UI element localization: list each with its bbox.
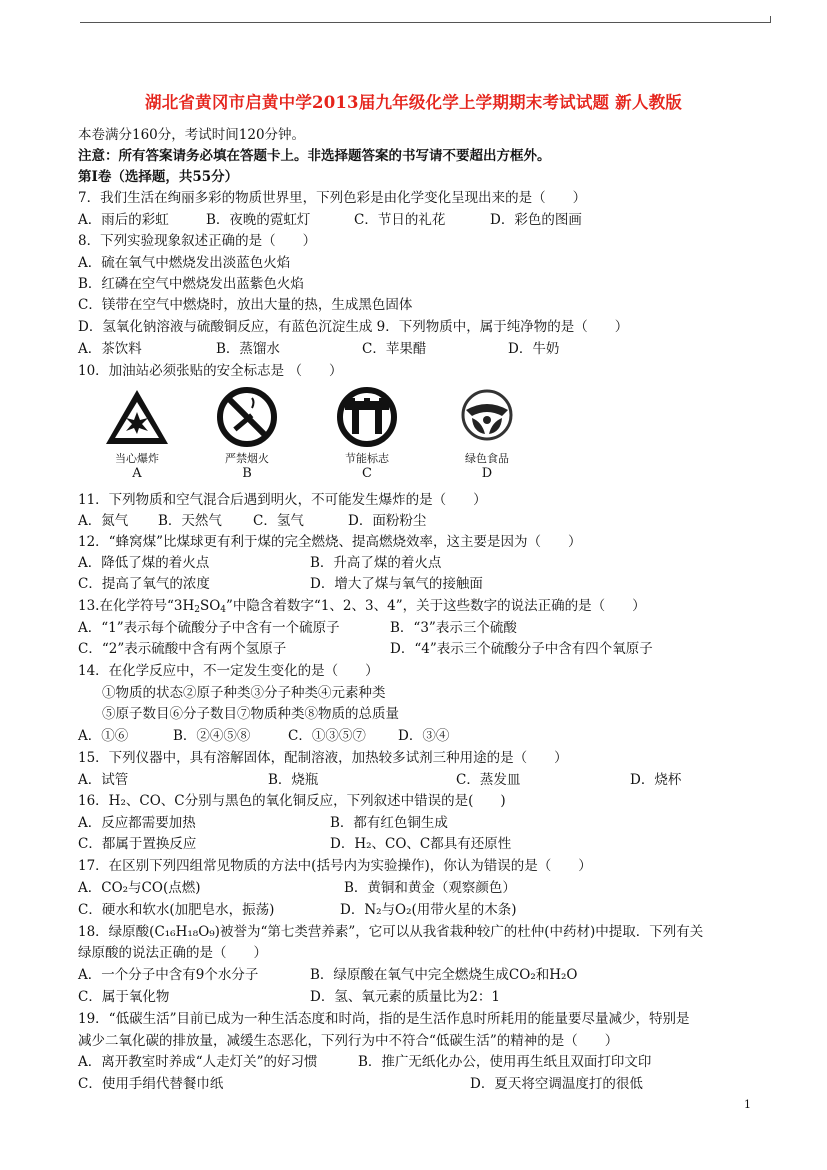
q16-option-b: B．都有红色铜生成 bbox=[330, 815, 448, 831]
q7-option-d: D．彩色的图画 bbox=[490, 212, 582, 228]
q12-option-c: C．提高了氧气的浓度 bbox=[78, 576, 210, 592]
q14-option-c: C．①③⑤⑦ bbox=[288, 728, 366, 744]
sign-c bbox=[322, 386, 412, 486]
q15-option-d: D．烧杯 bbox=[630, 772, 682, 788]
q15-option-a: A．试管 bbox=[78, 772, 129, 788]
q18-option-a: A．一个分子中含有9个水分子 bbox=[78, 967, 259, 983]
q16-stem: 16．H₂、CO、C分别与黑色的氧化铜反应，下列叙述中错误的是( ) bbox=[78, 793, 506, 809]
q8-option-d-q9-stem: D．氢氧化钠溶液与硫酸铜反应，有蓝色沉淀生成 9．下列物质中，属于纯净物的是（ ） bbox=[78, 319, 629, 335]
q8-stem: 8．下列实验现象叙述正确的是（ ） bbox=[78, 233, 317, 249]
sign-a-caption: 当心爆炸 bbox=[115, 452, 159, 465]
q15-option-c: C．蒸发皿 bbox=[456, 772, 521, 788]
q18-option-b: B．绿原酸在氧气中完全燃烧生成CO₂和H₂O bbox=[310, 967, 578, 983]
q12-option-b: B．升高了煤的着火点 bbox=[310, 555, 442, 571]
q13-stem-sub2: 4 bbox=[220, 605, 227, 615]
intro-text: 本卷满分160分，考试时间120分钟。 bbox=[78, 127, 306, 143]
q13-stem bbox=[78, 596, 646, 620]
q10-stem: 10．加油站必须张贴的安全标志是 （ ） bbox=[78, 363, 343, 379]
q17-option-c: C．硬水和软水(加肥皂水，振荡) bbox=[78, 902, 275, 918]
sign-b-caption: 严禁烟火 bbox=[225, 452, 269, 465]
q7-option-a: A．雨后的彩虹 bbox=[78, 212, 169, 228]
q13-option-b: B．“3”表示三个硫酸 bbox=[390, 620, 517, 636]
q8-option-b: B．红磷在空气中燃烧发出蓝紫色火焰 bbox=[78, 276, 304, 292]
q11-option-c: C．氢气 bbox=[253, 513, 304, 529]
header-rule-tick bbox=[770, 16, 771, 23]
q19-stem-line1: 19．“低碳生活”目前已成为一种生活态度和时尚，指的是生活作息时所耗用的能量要尽量减少，特别是 bbox=[78, 1011, 690, 1027]
q12-option-a: A．降低了煤的着火点 bbox=[78, 555, 210, 571]
q13-option-d: D．“4”表示三个硫酸分子中含有四个氧原子 bbox=[390, 641, 653, 657]
q17-option-a: A．CO₂与CO(点燃) bbox=[78, 880, 201, 896]
q9-option-d: D．牛奶 bbox=[508, 341, 560, 357]
q13-stem-sub1: 2 bbox=[194, 605, 200, 615]
q13-option-a: A．“1”表示每个硫酸分子中含有一个硫原子 bbox=[78, 620, 340, 636]
q16-option-a: A．反应都需要加热 bbox=[78, 815, 196, 831]
q19-option-d: D．夏天将空调温度打的很低 bbox=[470, 1076, 643, 1092]
q17-stem: 17．在区别下列四组常见物质的方法中(括号内为实验操作)，你认为错误的是（ ） bbox=[78, 858, 592, 874]
q13-option-c: C．“2”表示硫酸中含有两个氢原子 bbox=[78, 641, 287, 657]
q11-option-b: B．天然气 bbox=[158, 513, 222, 529]
sign-c-letter: C bbox=[362, 466, 372, 481]
energy-saving-icon bbox=[332, 386, 402, 448]
no-smoking-icon bbox=[212, 386, 282, 448]
q14-stem: 14．在化学反应中，不一定发生变化的是（ ） bbox=[78, 663, 379, 679]
q12-stem: 12．“蜂窝煤”比煤球更有利于煤的完全燃烧、提高燃烧效率，这主要是因为（ ） bbox=[78, 534, 582, 550]
sign-c-caption: 节能标志 bbox=[345, 452, 389, 465]
q18-stem-line2: 绿原酸的说法正确的是（ ） bbox=[78, 945, 267, 961]
q13-stem-post: ”中隐含着数字“1、2、3、4”，关于这些数字的说法正确的是（ ） bbox=[226, 598, 646, 614]
q18-stem-line1: 18．绿原酸(C₁₆H₁₈O₉)被誉为“第七类营养素”，它可以从我省栽种较广的杜仲(中药材)中提取．下列有关 bbox=[78, 924, 704, 940]
q11-option-d: D．面粉粉尘 bbox=[348, 513, 427, 529]
explosion-warning-icon bbox=[102, 386, 172, 448]
sign-d bbox=[442, 386, 532, 486]
q8-option-c: C．镁带在空气中燃烧时，放出大量的热，生成黑色固体 bbox=[78, 297, 413, 313]
q15-option-b: B．烧瓶 bbox=[268, 772, 319, 788]
q7-option-b: B．夜晚的霓虹灯 bbox=[206, 212, 311, 228]
q17-option-b: B．黄铜和黄金（观察颜色） bbox=[344, 880, 516, 896]
q15-stem: 15．下列仪器中，具有溶解固体，配制溶液，加热较多试剂三种用途的是（ ） bbox=[78, 750, 568, 766]
q19-option-b: B．推广无纸化办公，使用再生纸且双面打印文印 bbox=[358, 1054, 652, 1070]
q14-items-line1: ①物质的状态②原子种类③分子种类④元素种类 bbox=[102, 685, 386, 701]
q9-option-a: A．茶饮料 bbox=[78, 341, 142, 357]
q19-option-c: C．使用手绢代替餐巾纸 bbox=[78, 1076, 224, 1092]
q14-option-d: D．③④ bbox=[398, 728, 450, 744]
q16-option-c: C．都属于置换反应 bbox=[78, 836, 197, 852]
sign-b-letter: B bbox=[242, 466, 252, 481]
q7-stem: 7．我们生活在绚丽多彩的物质世界里，下列色彩是由化学变化呈现出来的是（ ） bbox=[78, 190, 587, 206]
q9-option-c: C．苹果醋 bbox=[362, 341, 427, 357]
safety-signs bbox=[92, 386, 532, 486]
q13-stem-pre: 13.在化学符号“3H bbox=[78, 598, 195, 614]
q11-stem: 11．下列物质和空气混合后遇到明火，不可能发生爆炸的是（ ） bbox=[78, 492, 487, 508]
green-food-icon bbox=[452, 386, 522, 448]
sign-d-letter: D bbox=[481, 466, 493, 481]
notice-text: 注意：所有答案请务必填在答题卡上。非选择题答案的书写请不要超出方框外。 bbox=[78, 148, 551, 164]
q14-option-b: B．②④⑤⑧ bbox=[173, 728, 251, 744]
q14-items-line2: ⑤原子数目⑥分子数目⑦物质种类⑧物质的总质量 bbox=[102, 706, 399, 722]
q16-option-d: D．H₂、CO、C都具有还原性 bbox=[330, 836, 512, 852]
q18-option-c: C．属于氧化物 bbox=[78, 989, 170, 1005]
q8-option-a: A．硫在氧气中燃烧发出淡蓝色火焰 bbox=[78, 255, 291, 271]
q14-option-a: A．①⑥ bbox=[78, 728, 129, 744]
header-rule bbox=[80, 22, 770, 23]
document-title: 湖北省黄冈市启黄中学2013届九年级化学上学期期末考试试题 新人教版 bbox=[145, 93, 682, 112]
q12-option-d: D．增大了煤与氧气的接触面 bbox=[310, 576, 483, 592]
sign-b bbox=[202, 386, 292, 486]
q11-option-a: A．氮气 bbox=[78, 513, 129, 529]
q7-option-c: C．节日的礼花 bbox=[354, 212, 446, 228]
sign-a-letter: A bbox=[132, 466, 142, 481]
sign-d-caption: 绿色食品 bbox=[465, 452, 509, 465]
q19-stem-line2: 减少二氧化碳的排放量，减缓生态恶化，下列行为中不符合“低碳生活”的精神的是（ ） bbox=[78, 1033, 619, 1049]
section-heading: 第Ⅰ卷（选择题，共55分） bbox=[78, 169, 239, 185]
q19-option-a: A．离开教室时养成“人走灯关”的好习惯 bbox=[78, 1054, 318, 1070]
q17-option-d: D．N₂与O₂(用带火星的木条) bbox=[340, 902, 517, 918]
q9-option-b: B．蒸馏水 bbox=[216, 341, 280, 357]
sign-a bbox=[92, 386, 182, 486]
q13-stem-mid: SO bbox=[199, 598, 221, 614]
page-number: 1 bbox=[744, 1098, 751, 1111]
q18-option-d: D．氢、氧元素的质量比为2：1 bbox=[310, 989, 501, 1005]
